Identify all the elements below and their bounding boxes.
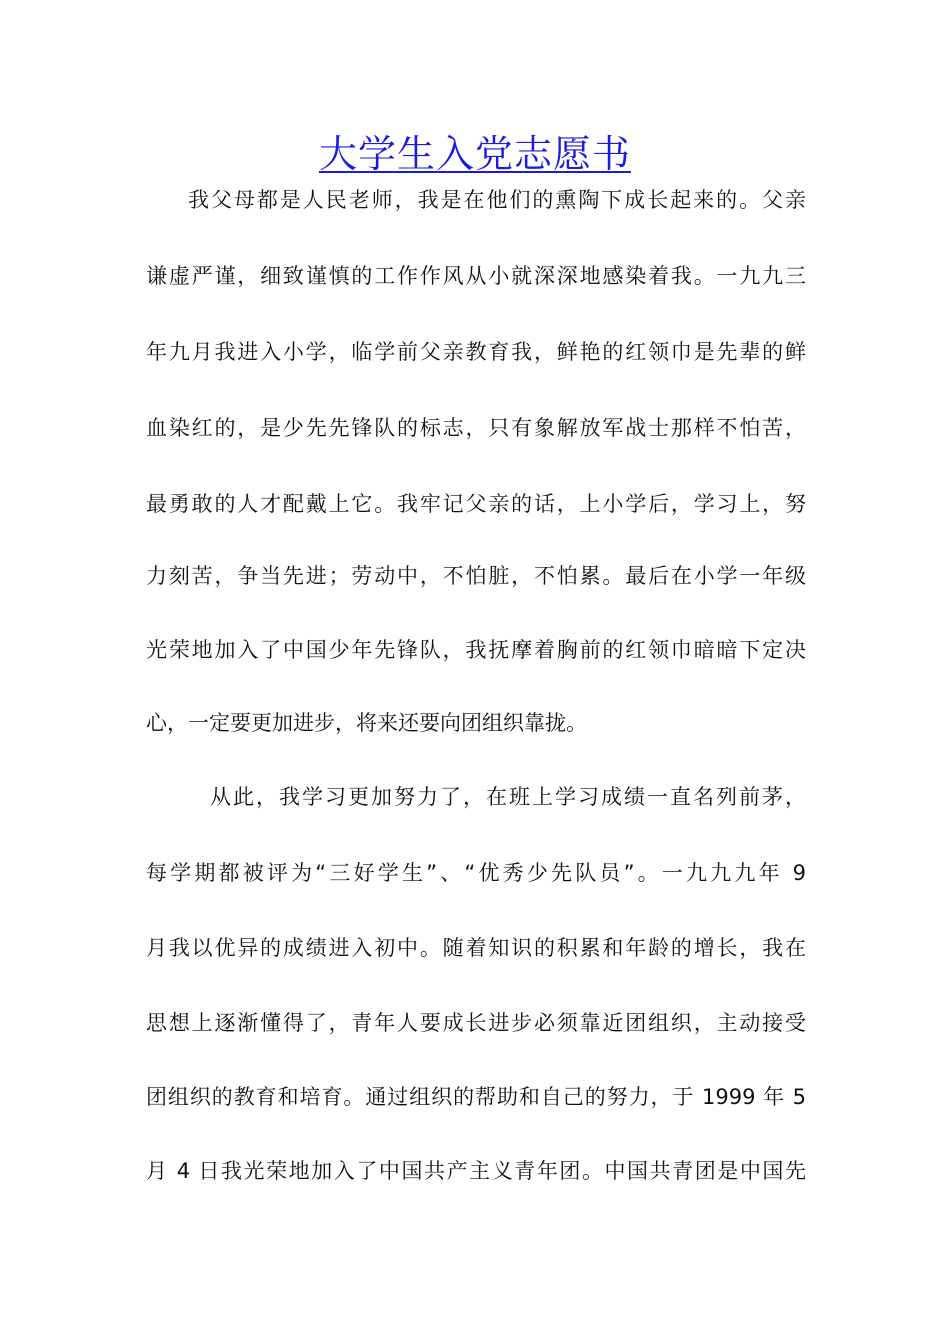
- paragraph-line: 最勇敢的人才配戴上它。我牢记父亲的话，上小学后，学习上，努: [146, 492, 806, 516]
- paragraph-line: 每学期都被评为“三好学生”、“优秀少先队员”。一九九九年 9: [146, 861, 806, 885]
- paragraph-line: 月 4 日我光荣地加入了中国共产主义青年团。中国共青团是中国先: [146, 1159, 806, 1183]
- paragraph-line: 我父母都是人民老师，我是在他们的熏陶下成长起来的。父亲: [188, 188, 806, 212]
- paragraph-line: 力刻苦，争当先进；劳动中，不怕脏，不怕累。最后在小学一年级: [146, 564, 806, 588]
- paragraph-line: 思想上逐渐懂得了，青年人要成长进步必须靠近团组织，主动接受: [146, 1011, 806, 1035]
- paragraph-line: 团组织的教育和培育。通过组织的帮助和自己的努力，于 1999 年 5: [146, 1085, 806, 1109]
- paragraph-line: 光荣地加入了中国少年先锋队，我抚摩着胸前的红领巾暗暗下定决: [146, 638, 806, 662]
- document-title[interactable]: 大学生入党志愿书: [318, 132, 631, 176]
- paragraph-line: 月我以优异的成绩进入初中。随着知识的积累和年龄的增长，我在: [146, 936, 806, 960]
- paragraph-line: 年九月我进入小学，临学前父亲教育我，鲜艳的红领巾是先辈的鲜: [146, 340, 806, 364]
- paragraph-line: 从此，我学习更加努力了，在班上学习成绩一直名列前茅，: [210, 785, 806, 809]
- paragraph-line: 心，一定要更加进步，将来还要向团组织靠拢。: [146, 711, 587, 735]
- paragraph-line: 谦虚严谨，细致谨慎的工作作风从小就深深地感染着我。一九九三: [146, 264, 806, 288]
- paragraph-line: 血染红的，是少先先锋队的标志，只有象解放军战士那样不怕苦，: [146, 416, 806, 440]
